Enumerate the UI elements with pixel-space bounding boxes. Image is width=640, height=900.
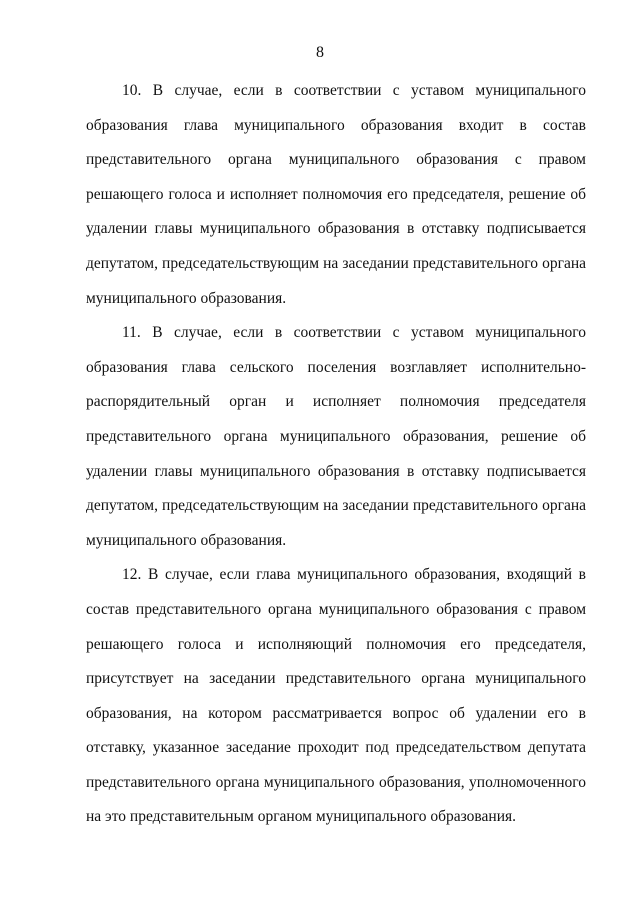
- paragraph-11: 11. В случае, если в соответствии с уставом муниципального образования глава сельского поселения возглавляет исполнительно-распорядительный орган и исполняет полномочия председателя представительного органа муниципального образования, решение об удалении главы муниципального образования в отставку подписывается депутатом, председательствующим на заседании представительного органа муниципального образования.: [86, 324, 586, 549]
- document-body: [86, 74, 586, 835]
- page-number: 8: [316, 44, 324, 61]
- paragraph-12: 12. В случае, если глава муниципального образования, входящий в состав представительного органа муниципального образования с правом решающего голоса и исполняющий полномочия его председателя, присутствует на заседании представительного органа муниципального образования, на котором рассматривается вопрос об удалении его в отставку, указанное заседание проходит под председательством депутата представительного органа муниципального образования, уполномоченного на это представительным органом муниципального образования.: [86, 566, 586, 826]
- paragraph-10: 10. В случае, если в соответствии с уставом муниципального образования глава муниципального образования входит в состав представительного органа муниципального образования с правом решающего голоса и исполняет полномочия его председателя, решение об удалении главы муниципального образования в отставку подписывается депутатом, председательствующим на заседании представительного органа муниципального образования.: [86, 82, 586, 307]
